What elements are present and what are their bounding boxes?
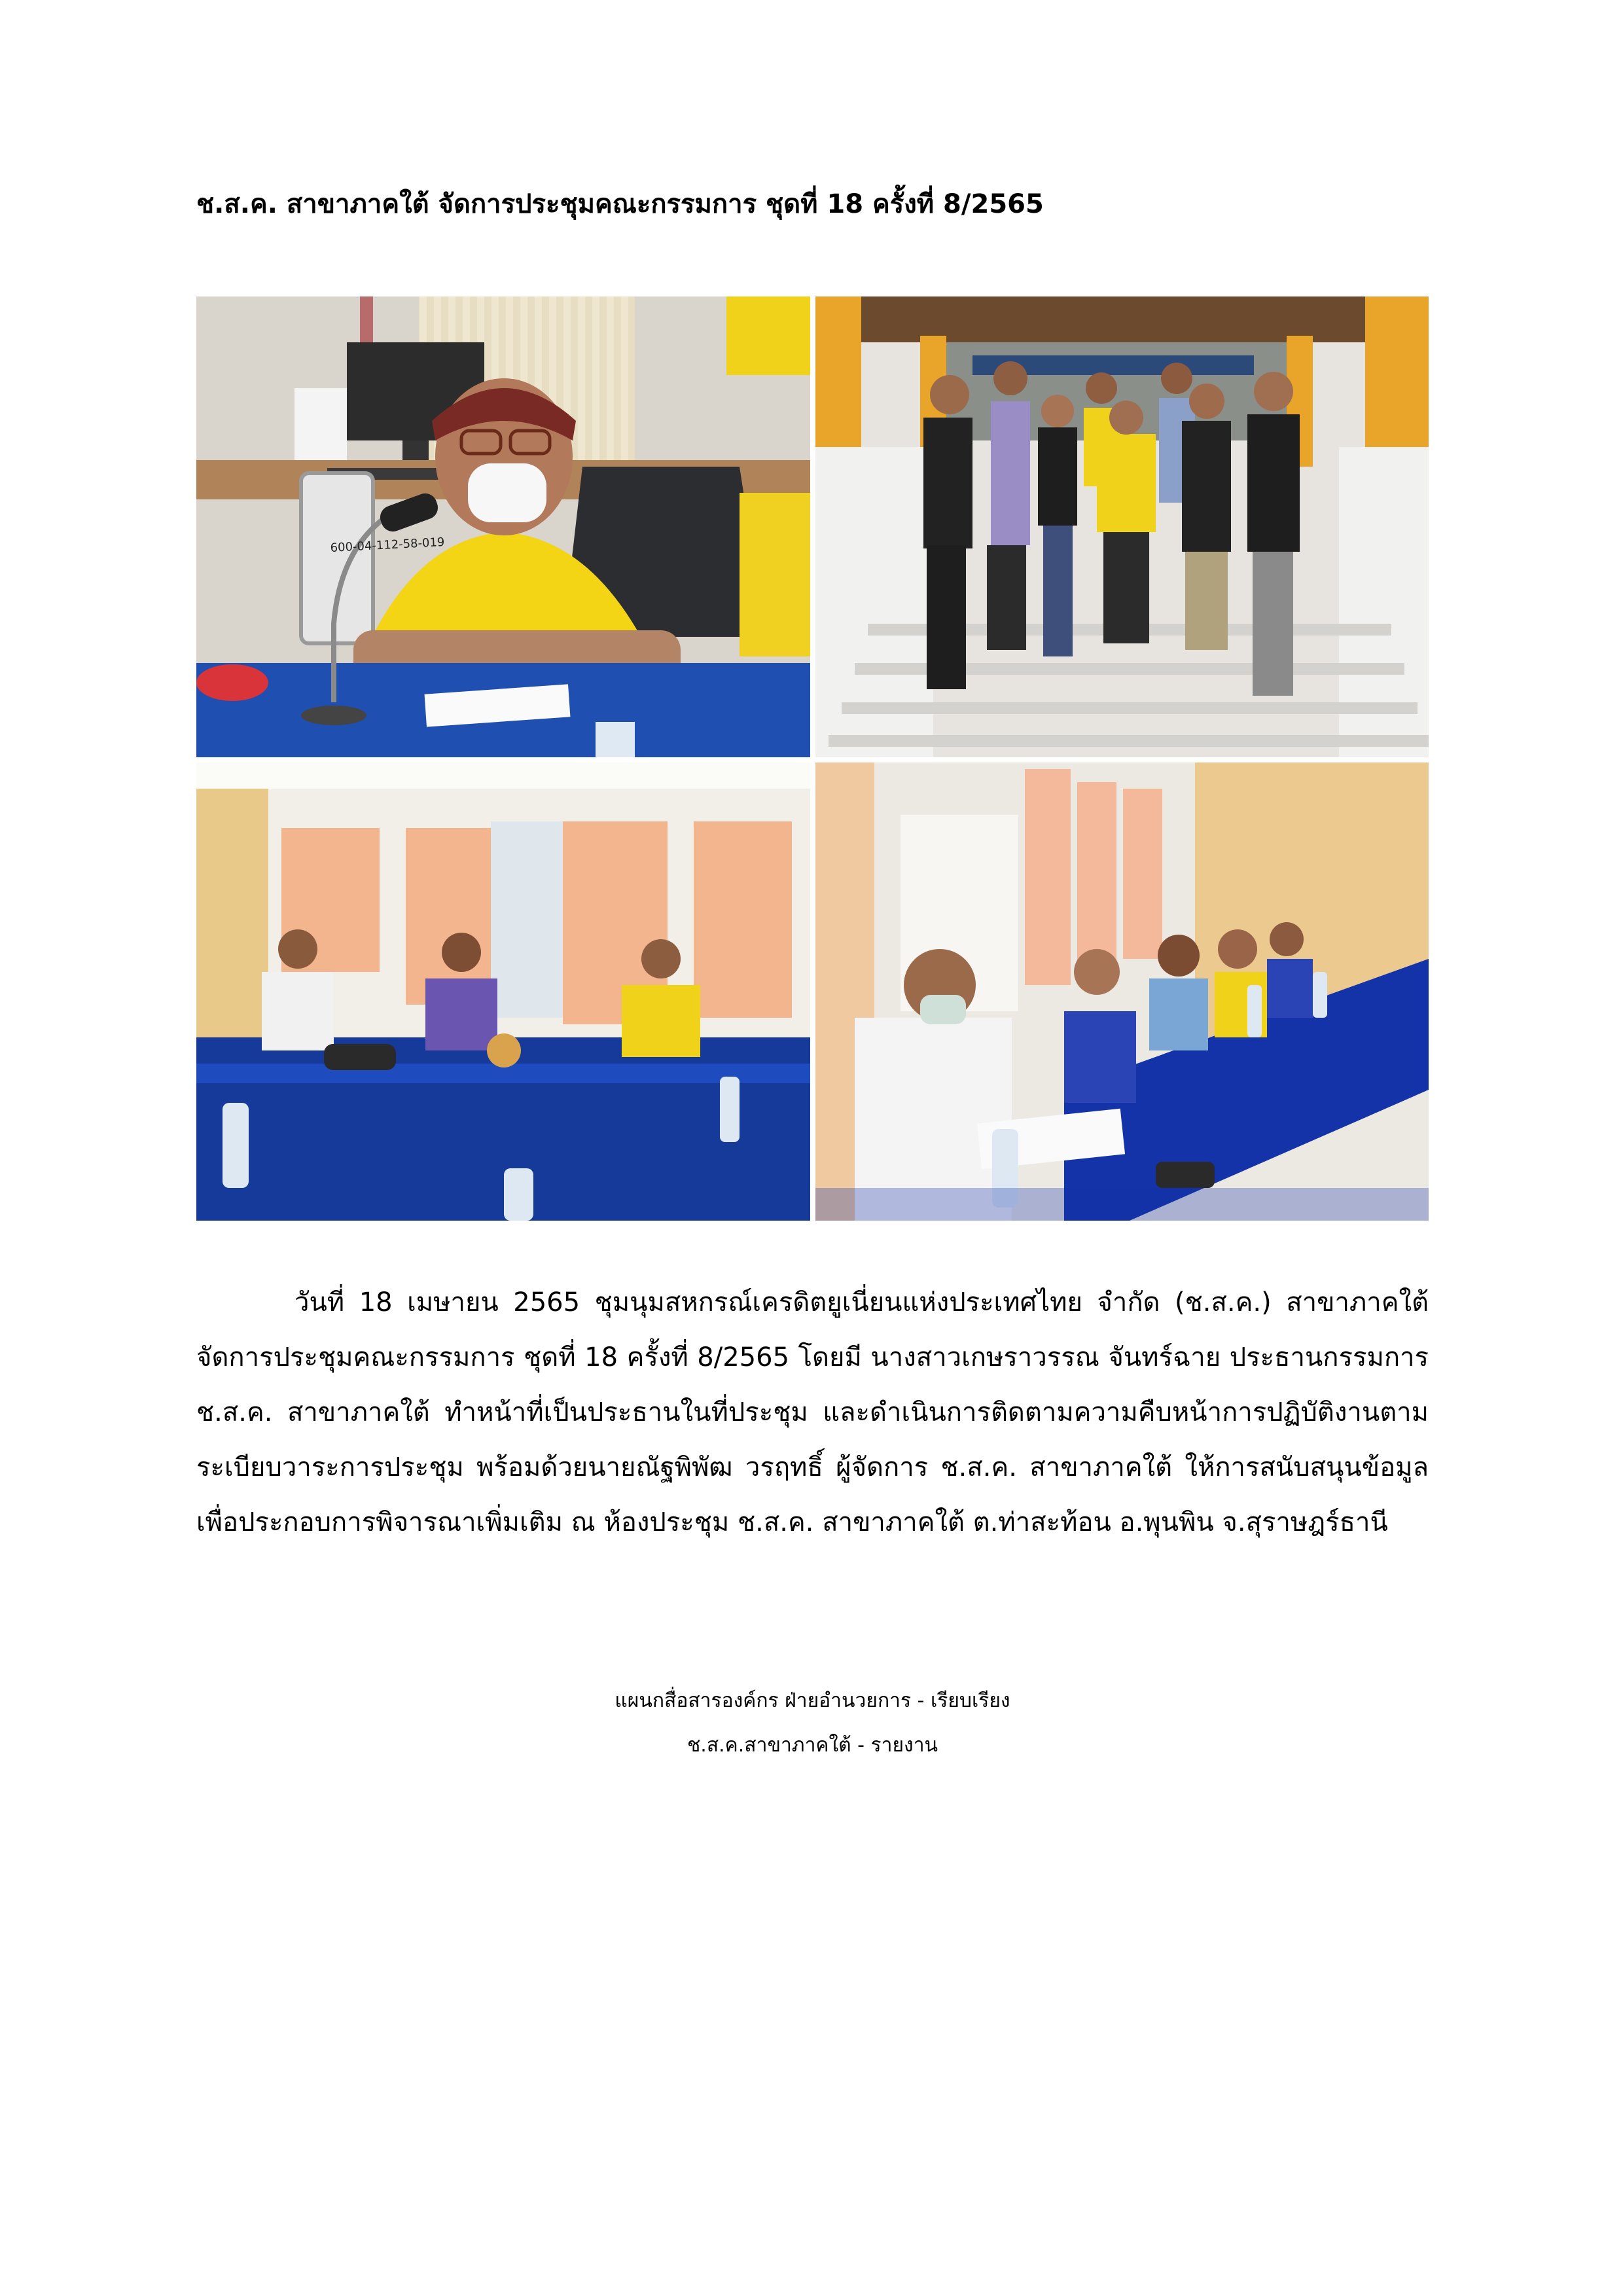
article-body: วันที่ 18 เมษายน 2565 ชุมนุมสหกรณ์เครดิตยูเนี่ยนแห่งประเทศไทย จำกัด (ช.ส.ค.) สาขาภาคใต้ จัดการประชุมคณะกรรมการ ชุดที่ 18 ครั้งที่ 8/2565 โดยมี นางสาวเกษราวรรณ จันทร์ฉาย ประธานกรรมการ ช.ส.ค. สาขาภาคใต้ ทำหน้าที่เป็นประธานในที่ประชุม และดำเนินการติดตามความคืบหน้าการปฏิบัติงานตามระเบียบวาระการประชุม พร้อมด้วยนายณัฐพิพัฒ วรฤทธิ์ ผู้จัดการ ช.ส.ค. สาขาภาคใต้ ให้การสนับสนุนข้อมูลเพื่อประกอบการพิจารณาเพิ่มเติม ณ ห้องประชุม ช.ส.ค. สาขาภาคใต้ ต.ท่าสะท้อน อ.พุนพิน จ.สุราษฎร์ธานี <box>196 1287 1429 1537</box>
photo-meeting-right-image <box>815 762 1429 1221</box>
photo-meeting-room-right <box>815 762 1429 1221</box>
credits <box>196 1679 1429 1768</box>
photo-collage <box>196 296 1429 1221</box>
page-title: ช.ส.ค. สาขาภาคใต้ จัดการประชุมคณะกรรมการ ชุดที่ 18 ครั้งที่ 8/2565 <box>196 189 1044 219</box>
credit-compiled-by: แผนกสื่อสารองค์กร ฝ่ายอำนวยการ - เรียบเรียง <box>615 1689 1010 1712</box>
photo-meeting-room-left <box>196 762 810 1221</box>
credit-reported-by: ช.ส.ค.สาขาภาคใต้ - รายงาน <box>687 1734 938 1757</box>
photo-group-image <box>815 296 1429 757</box>
photo-meeting-left-image <box>196 762 810 1221</box>
photo-chairperson-at-microphone <box>196 296 810 757</box>
nameplate-text: 600-04-112-58-019 <box>330 535 445 555</box>
photo-group-on-stairs <box>815 296 1429 757</box>
photo-chairperson-image <box>196 296 810 757</box>
